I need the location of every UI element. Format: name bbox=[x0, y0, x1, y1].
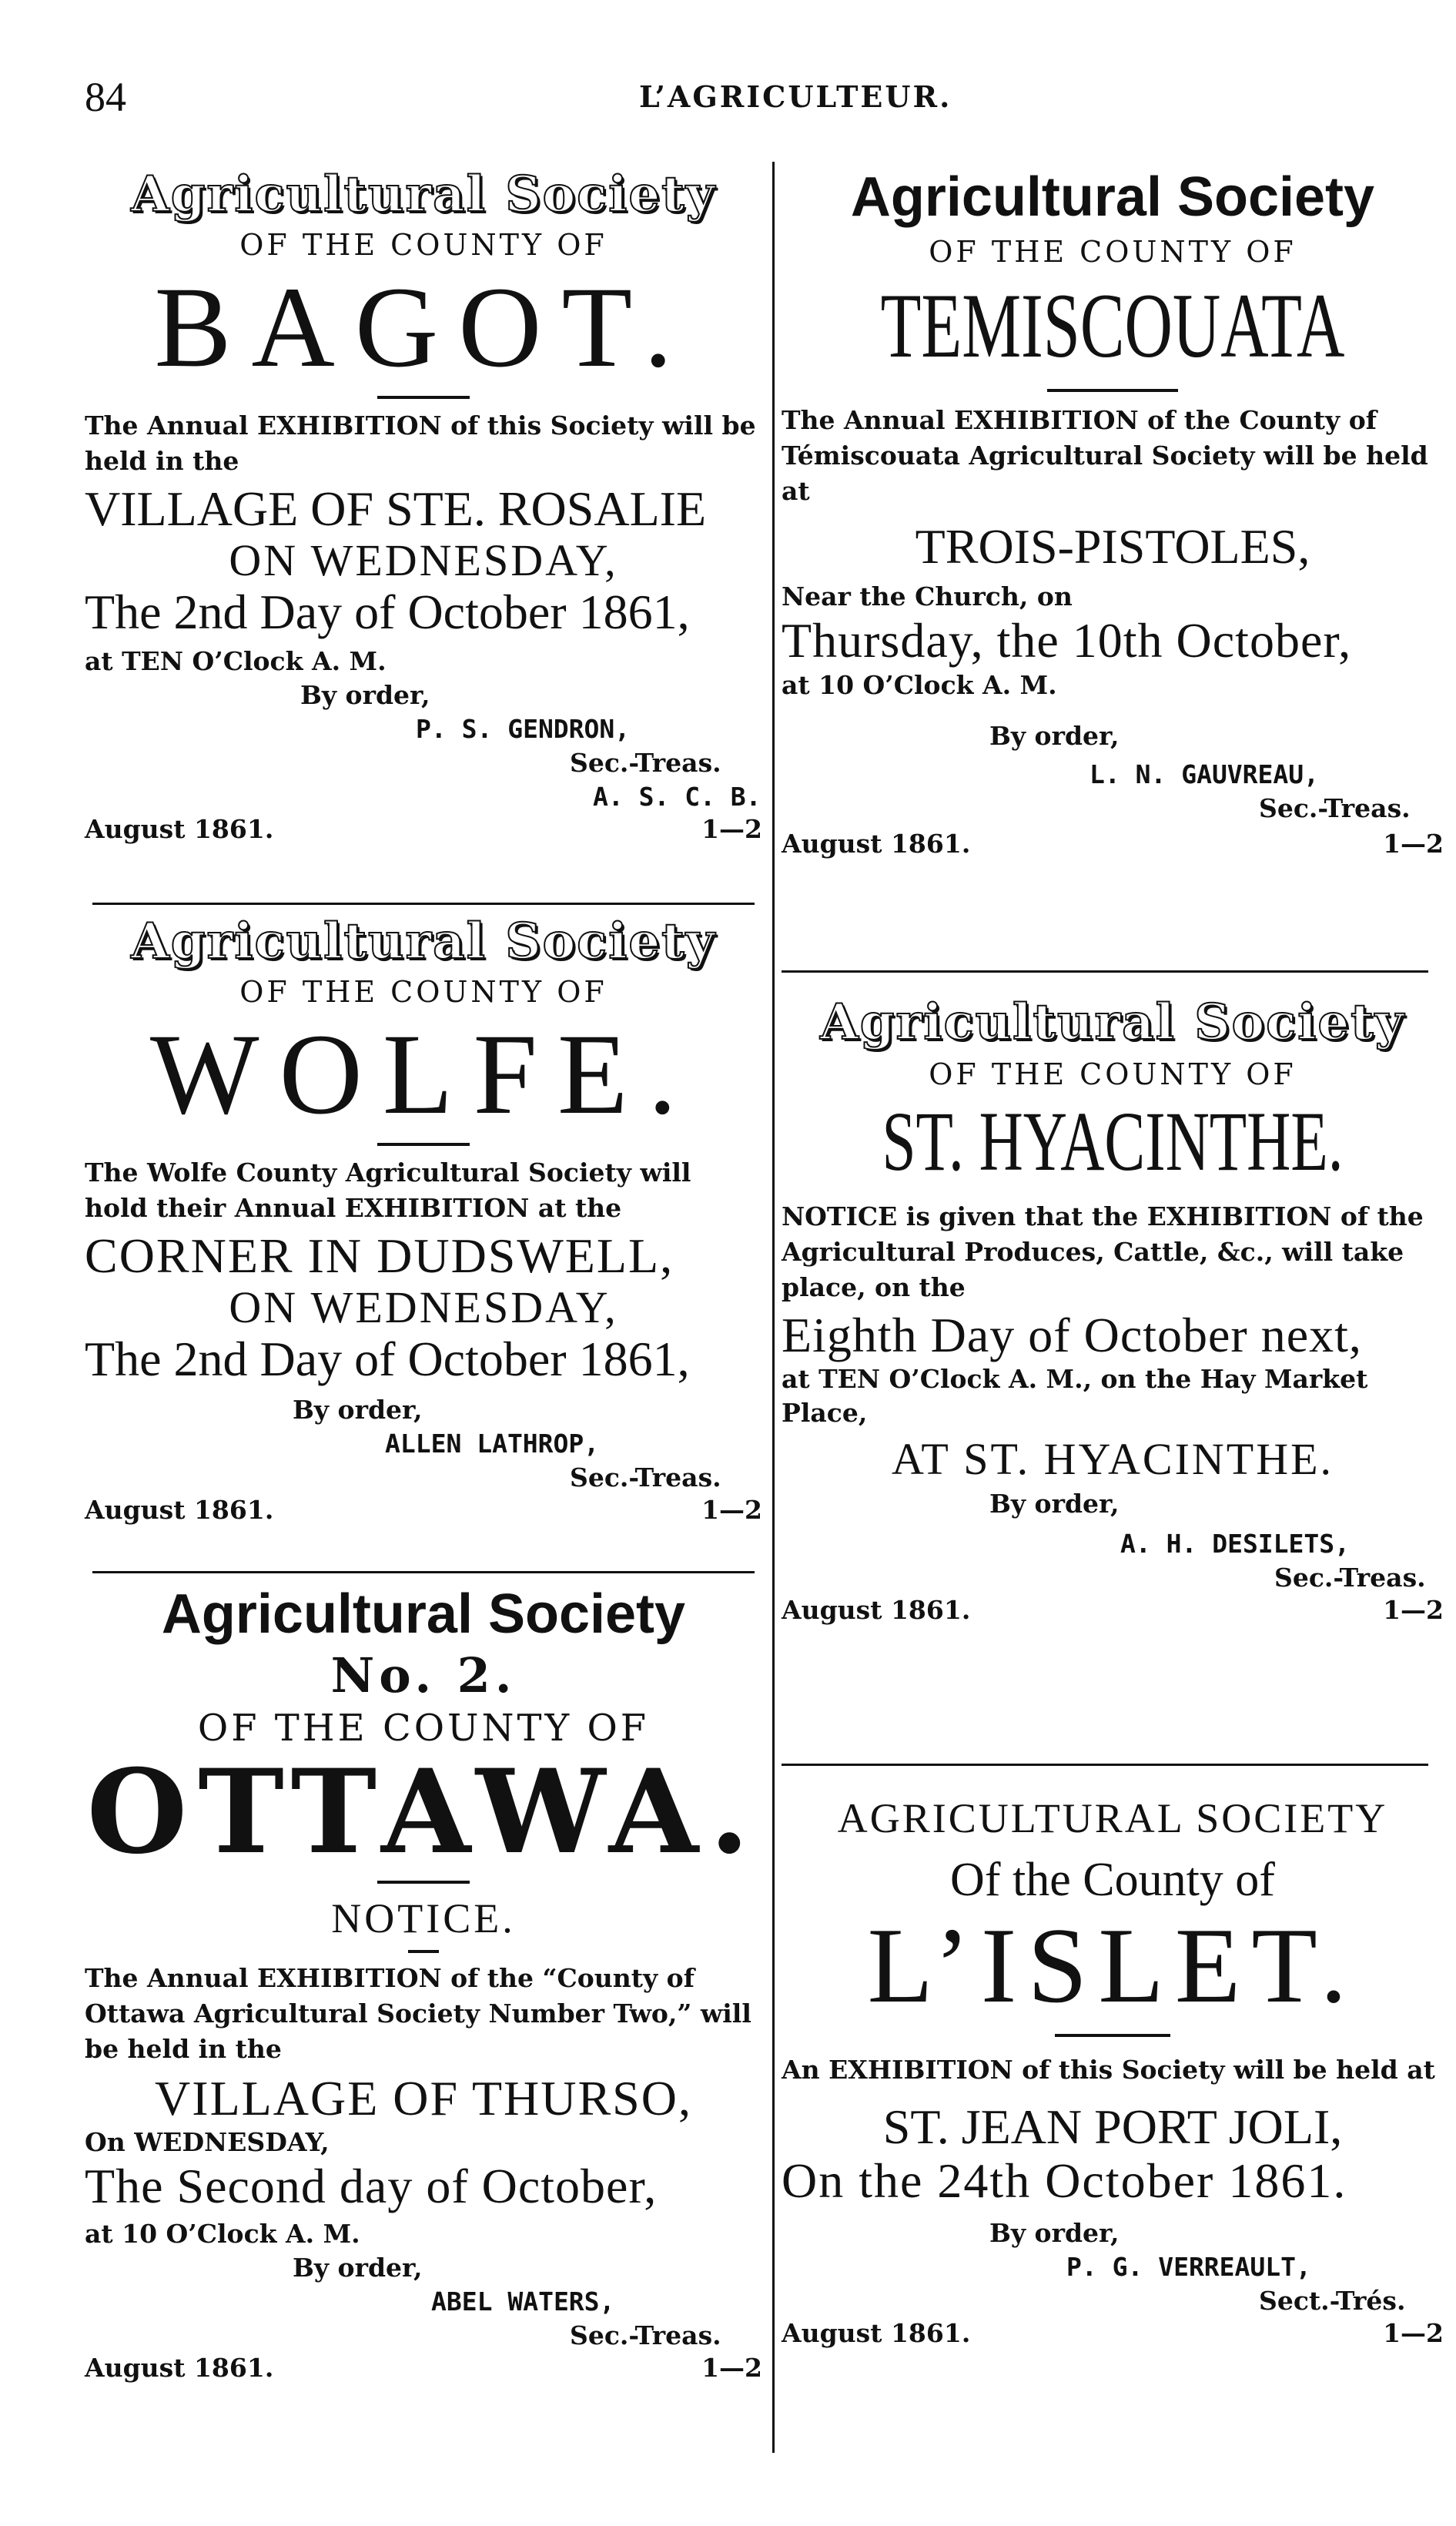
short-rule bbox=[377, 1143, 470, 1146]
by-order: By order, bbox=[293, 2252, 423, 2283]
society-heading: AGRICULTURAL SOCIETY bbox=[837, 1795, 1388, 1841]
county-of-line: Of the County of bbox=[950, 1854, 1275, 1906]
footer-ref: 1—2 bbox=[1383, 1595, 1444, 1626]
column-divider bbox=[772, 162, 775, 2453]
advert-bagot bbox=[85, 166, 762, 844]
near-line: Near the Church, on bbox=[782, 581, 1073, 612]
county-name: L’ISLET. bbox=[867, 1906, 1358, 2025]
society-heading: Agricultural Society bbox=[820, 993, 1405, 1051]
time-line: at 10 O’Clock A. M. bbox=[85, 2218, 360, 2249]
society-initials: A. S. C. B. bbox=[593, 781, 761, 812]
signatory: P. G. VERREAULT, bbox=[1066, 2251, 1311, 2282]
place-line: TROIS-PISTOLES, bbox=[915, 519, 1310, 574]
date-line: The 2nd Day of October 1861, bbox=[85, 1332, 690, 1387]
by-order: By order, bbox=[293, 1394, 423, 1425]
day-line: ON WEDNESDAY, bbox=[229, 1282, 618, 1333]
county-name: TEMISCOUATA bbox=[880, 274, 1345, 377]
intro-text: An EXHIBITION of this Society will be held at bbox=[782, 2055, 1435, 2085]
advert-wolfe bbox=[85, 913, 762, 1525]
by-order: By order, bbox=[989, 2217, 1120, 2248]
footer-date: August 1861. bbox=[85, 1494, 274, 1525]
footer-ref: 1—2 bbox=[701, 1494, 762, 1525]
advert-ottawa bbox=[85, 1583, 762, 2383]
date-line: The 2nd Day of October 1861, bbox=[85, 585, 690, 640]
place-line: CORNER IN DUDSWELL, bbox=[85, 1228, 674, 1283]
role: Sec.-Treas. bbox=[570, 1462, 721, 1492]
place-line: VILLAGE OF STE. ROSALIE bbox=[85, 481, 707, 536]
society-number: No. 2. bbox=[330, 1647, 517, 1704]
county-of-line: OF THE COUNTY OF bbox=[197, 1707, 650, 1750]
date-line: The Second day of October, bbox=[85, 2159, 658, 2214]
place-line: AT ST. HYACINTHE. bbox=[891, 1434, 1334, 1485]
date-line: Eighth Day of October next, bbox=[782, 1308, 1362, 1362]
county-of-line: OF THE COUNTY OF bbox=[929, 1057, 1297, 1091]
advert-footer bbox=[782, 2318, 1444, 2348]
day-line: On WEDNESDAY, bbox=[85, 2127, 330, 2158]
footer-date: August 1861. bbox=[85, 813, 274, 844]
role: Sec.-Treas. bbox=[1274, 1563, 1426, 1593]
advert-footer bbox=[782, 829, 1444, 859]
role: Sec.-Treas. bbox=[570, 747, 721, 778]
separator-rule bbox=[92, 903, 755, 905]
intro-text: The Wolfe County Agricultural Society will hold their Annual EXHIBITION at the bbox=[85, 1157, 691, 1223]
footer-ref: 1—2 bbox=[1383, 2317, 1444, 2348]
footer-ref: 1—2 bbox=[1383, 828, 1444, 859]
footer-date: August 1861. bbox=[782, 1595, 971, 1626]
by-order: By order, bbox=[989, 1489, 1120, 1519]
signatory: A. H. DESILETS, bbox=[1120, 1529, 1351, 1559]
place-line: ST. JEAN PORT JOLI, bbox=[882, 2099, 1343, 2154]
time-line: at TEN O’Clock A. M. bbox=[85, 645, 387, 676]
county-name: ST. HYACINTHE. bbox=[882, 1094, 1344, 1188]
advert-footer bbox=[85, 814, 762, 844]
county-name: WOLFE. bbox=[149, 1010, 698, 1138]
notice-heading: NOTICE. bbox=[331, 1895, 516, 1941]
advert-st-hyacinthe bbox=[782, 993, 1444, 1625]
advert-footer bbox=[85, 2353, 762, 2383]
footer-date: August 1861. bbox=[782, 828, 971, 859]
role: Sec.-Treas. bbox=[570, 2320, 721, 2350]
county-name: BAGOT. bbox=[154, 263, 693, 391]
intro-text: NOTICE is given that the EXHIBITION of the Agricultural Produces, Cattle, &c., will take place, on the bbox=[782, 1201, 1424, 1302]
page-header bbox=[85, 73, 1394, 135]
by-order: By order, bbox=[300, 679, 430, 710]
intro-text: The Annual EXHIBITION of the “County of Ottawa Agricultural Society Number Two,” will be held in the bbox=[85, 1963, 751, 2064]
day-line: ON WEDNESDAY, bbox=[229, 535, 618, 586]
role: Sec.-Treas. bbox=[1259, 792, 1411, 823]
footer-date: August 1861. bbox=[85, 2352, 274, 2383]
date-line: On the 24th October 1861. bbox=[782, 2153, 1347, 2209]
advert-lislet bbox=[782, 1794, 1444, 2348]
footer-ref: 1—2 bbox=[701, 813, 762, 844]
county-of-line: OF THE COUNTY OF bbox=[239, 975, 608, 1009]
time-line: at 10 O’Clock A. M. bbox=[782, 669, 1057, 700]
short-rule bbox=[408, 1950, 439, 1953]
signatory: P. S. GENDRON, bbox=[416, 713, 631, 744]
footer-ref: 1—2 bbox=[701, 2352, 762, 2383]
signatory: ABEL WATERS, bbox=[431, 2286, 615, 2317]
footer-date: August 1861. bbox=[782, 2317, 971, 2348]
by-order: By order, bbox=[989, 720, 1120, 751]
place-line: VILLAGE OF THURSO, bbox=[155, 2071, 692, 2126]
society-heading: Agricultural Society bbox=[131, 166, 716, 223]
intro-text: The Annual EXHIBITION of this Society will be held in the bbox=[85, 410, 756, 476]
short-rule bbox=[1055, 2034, 1170, 2037]
advert-footer bbox=[85, 1495, 762, 1525]
county-of-line: OF THE COUNTY OF bbox=[929, 235, 1297, 269]
society-heading: Agricultural Society bbox=[131, 913, 716, 970]
page-number: 84 bbox=[85, 74, 126, 120]
separator-rule bbox=[782, 1764, 1428, 1766]
society-heading: Agricultural Society bbox=[161, 1583, 686, 1645]
signatory: ALLEN LATHROP, bbox=[385, 1428, 600, 1459]
role: Sect.-Trés. bbox=[1259, 2285, 1406, 2316]
short-rule bbox=[377, 396, 470, 399]
time-line: at TEN O’Clock A. M., on the Hay Market Place, bbox=[782, 1364, 1368, 1429]
separator-rule bbox=[782, 970, 1428, 973]
advert-footer bbox=[782, 1595, 1444, 1625]
society-heading: Agricultural Society bbox=[850, 166, 1375, 228]
intro-text: The Annual EXHIBITION of the County of Témiscouata Agricultural Society will be held at bbox=[782, 405, 1428, 506]
county-of-line: OF THE COUNTY OF bbox=[239, 228, 608, 262]
short-rule bbox=[1047, 389, 1178, 392]
date-line: Thursday, the 10th October, bbox=[782, 613, 1352, 668]
advert-temiscouata bbox=[782, 166, 1444, 859]
short-rule bbox=[377, 1881, 470, 1884]
signatory: L. N. GAUVREAU, bbox=[1089, 759, 1320, 789]
separator-rule bbox=[92, 1571, 755, 1573]
county-name: OTTAWA. bbox=[86, 1744, 761, 1880]
running-title: L’AGRICULTEUR. bbox=[639, 79, 952, 114]
